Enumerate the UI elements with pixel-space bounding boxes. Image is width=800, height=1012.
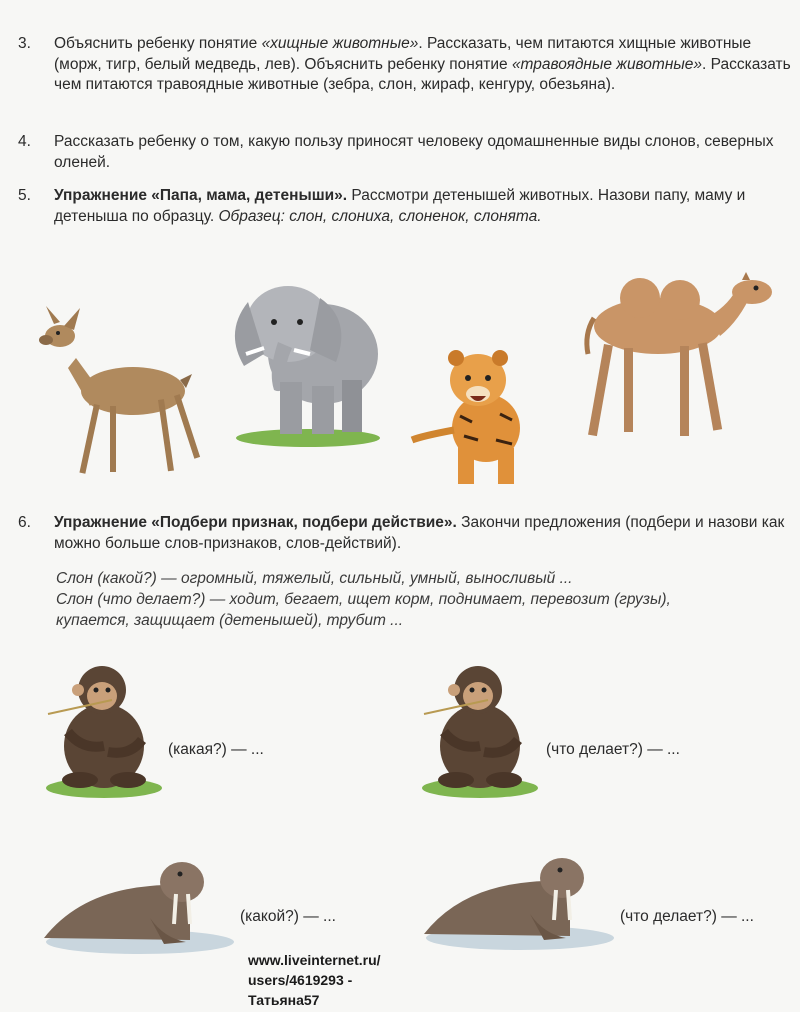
task-3-text-3: . Рассказать чем питаются травоядные животные (зебра, слон, жираф, кенгуру, обезьяна). <box>54 55 791 93</box>
task-4-number: 4. <box>18 133 31 150</box>
term-predators: «хищные животные» <box>261 35 419 52</box>
watermark-line-3: Татьяна57 <box>248 992 320 1008</box>
task-6-text: Закончи предложения (подбери и назови как можно больше слов-признаков, слов-действий). <box>54 514 785 552</box>
monkey-illustration-right <box>418 660 538 800</box>
task-3-number: 3. <box>18 35 31 52</box>
camel-calf-illustration <box>570 264 776 444</box>
task-4-text: Рассказать ребенку о том, какую пользу приносят человеку одомашненные виды слонов, северных оленей. <box>54 133 774 171</box>
example-line-does: Слон (что делает?) — ходит, бегает, ищет корм, поднимает, перевозит (грузы), <box>56 591 671 608</box>
walrus-illustration-left <box>40 856 234 956</box>
watermark-line-2: users/4619293 - <box>248 972 353 988</box>
elephant-examples <box>56 568 786 631</box>
walrus-illustration-right <box>420 852 614 952</box>
monkey-illustration-left <box>42 660 162 800</box>
walrus-action-prompt: (что делает?) — ... <box>620 908 754 925</box>
watermark-line-1: www.liveinternet.ru/ <box>248 952 381 968</box>
task-5-sample: Образец: слон, слониха, слоненок, слонята. <box>218 207 542 225</box>
tiger-cub-illustration <box>412 340 544 490</box>
task-6-title: Упражнение «Подбери признак, подбери действие». <box>54 514 457 531</box>
task-6 <box>18 513 794 554</box>
source-watermark <box>248 950 418 1010</box>
fawn-illustration <box>28 296 198 486</box>
task-3-text-2: . Рассказать, чем питаются хищные животные (морж, тигр, белый медведь, лев). Объяснить ребенку понятие <box>54 35 752 73</box>
monkey-action-prompt: (что делает?) — ... <box>546 741 680 758</box>
task-4 <box>18 132 794 173</box>
task-5-text: Рассмотри детенышей животных. Назови папу, маму и детеныша по образцу. <box>54 187 746 225</box>
walrus-quality-prompt: (какой?) — ... <box>240 908 336 925</box>
term-herbivores: «травоядные животные» <box>511 55 703 73</box>
task-3-text-1: Объяснить ребенку понятие <box>54 35 262 52</box>
example-line-does-cont: купается, защищает (детенышей), трубит ... <box>56 612 404 629</box>
task-5-title: Упражнение «Папа, мама, детеныши». <box>54 187 348 204</box>
task-6-number: 6. <box>18 514 31 531</box>
task-3 <box>18 34 794 96</box>
monkey-quality-prompt: (какая?) — ... <box>168 741 264 758</box>
task-5 <box>18 186 794 227</box>
example-line-what: Слон (какой?) — огромный, тяжелый, сильный, умный, выносливый ... <box>56 570 573 587</box>
task-5-number: 5. <box>18 187 31 204</box>
elephant-calf-illustration <box>228 262 388 446</box>
